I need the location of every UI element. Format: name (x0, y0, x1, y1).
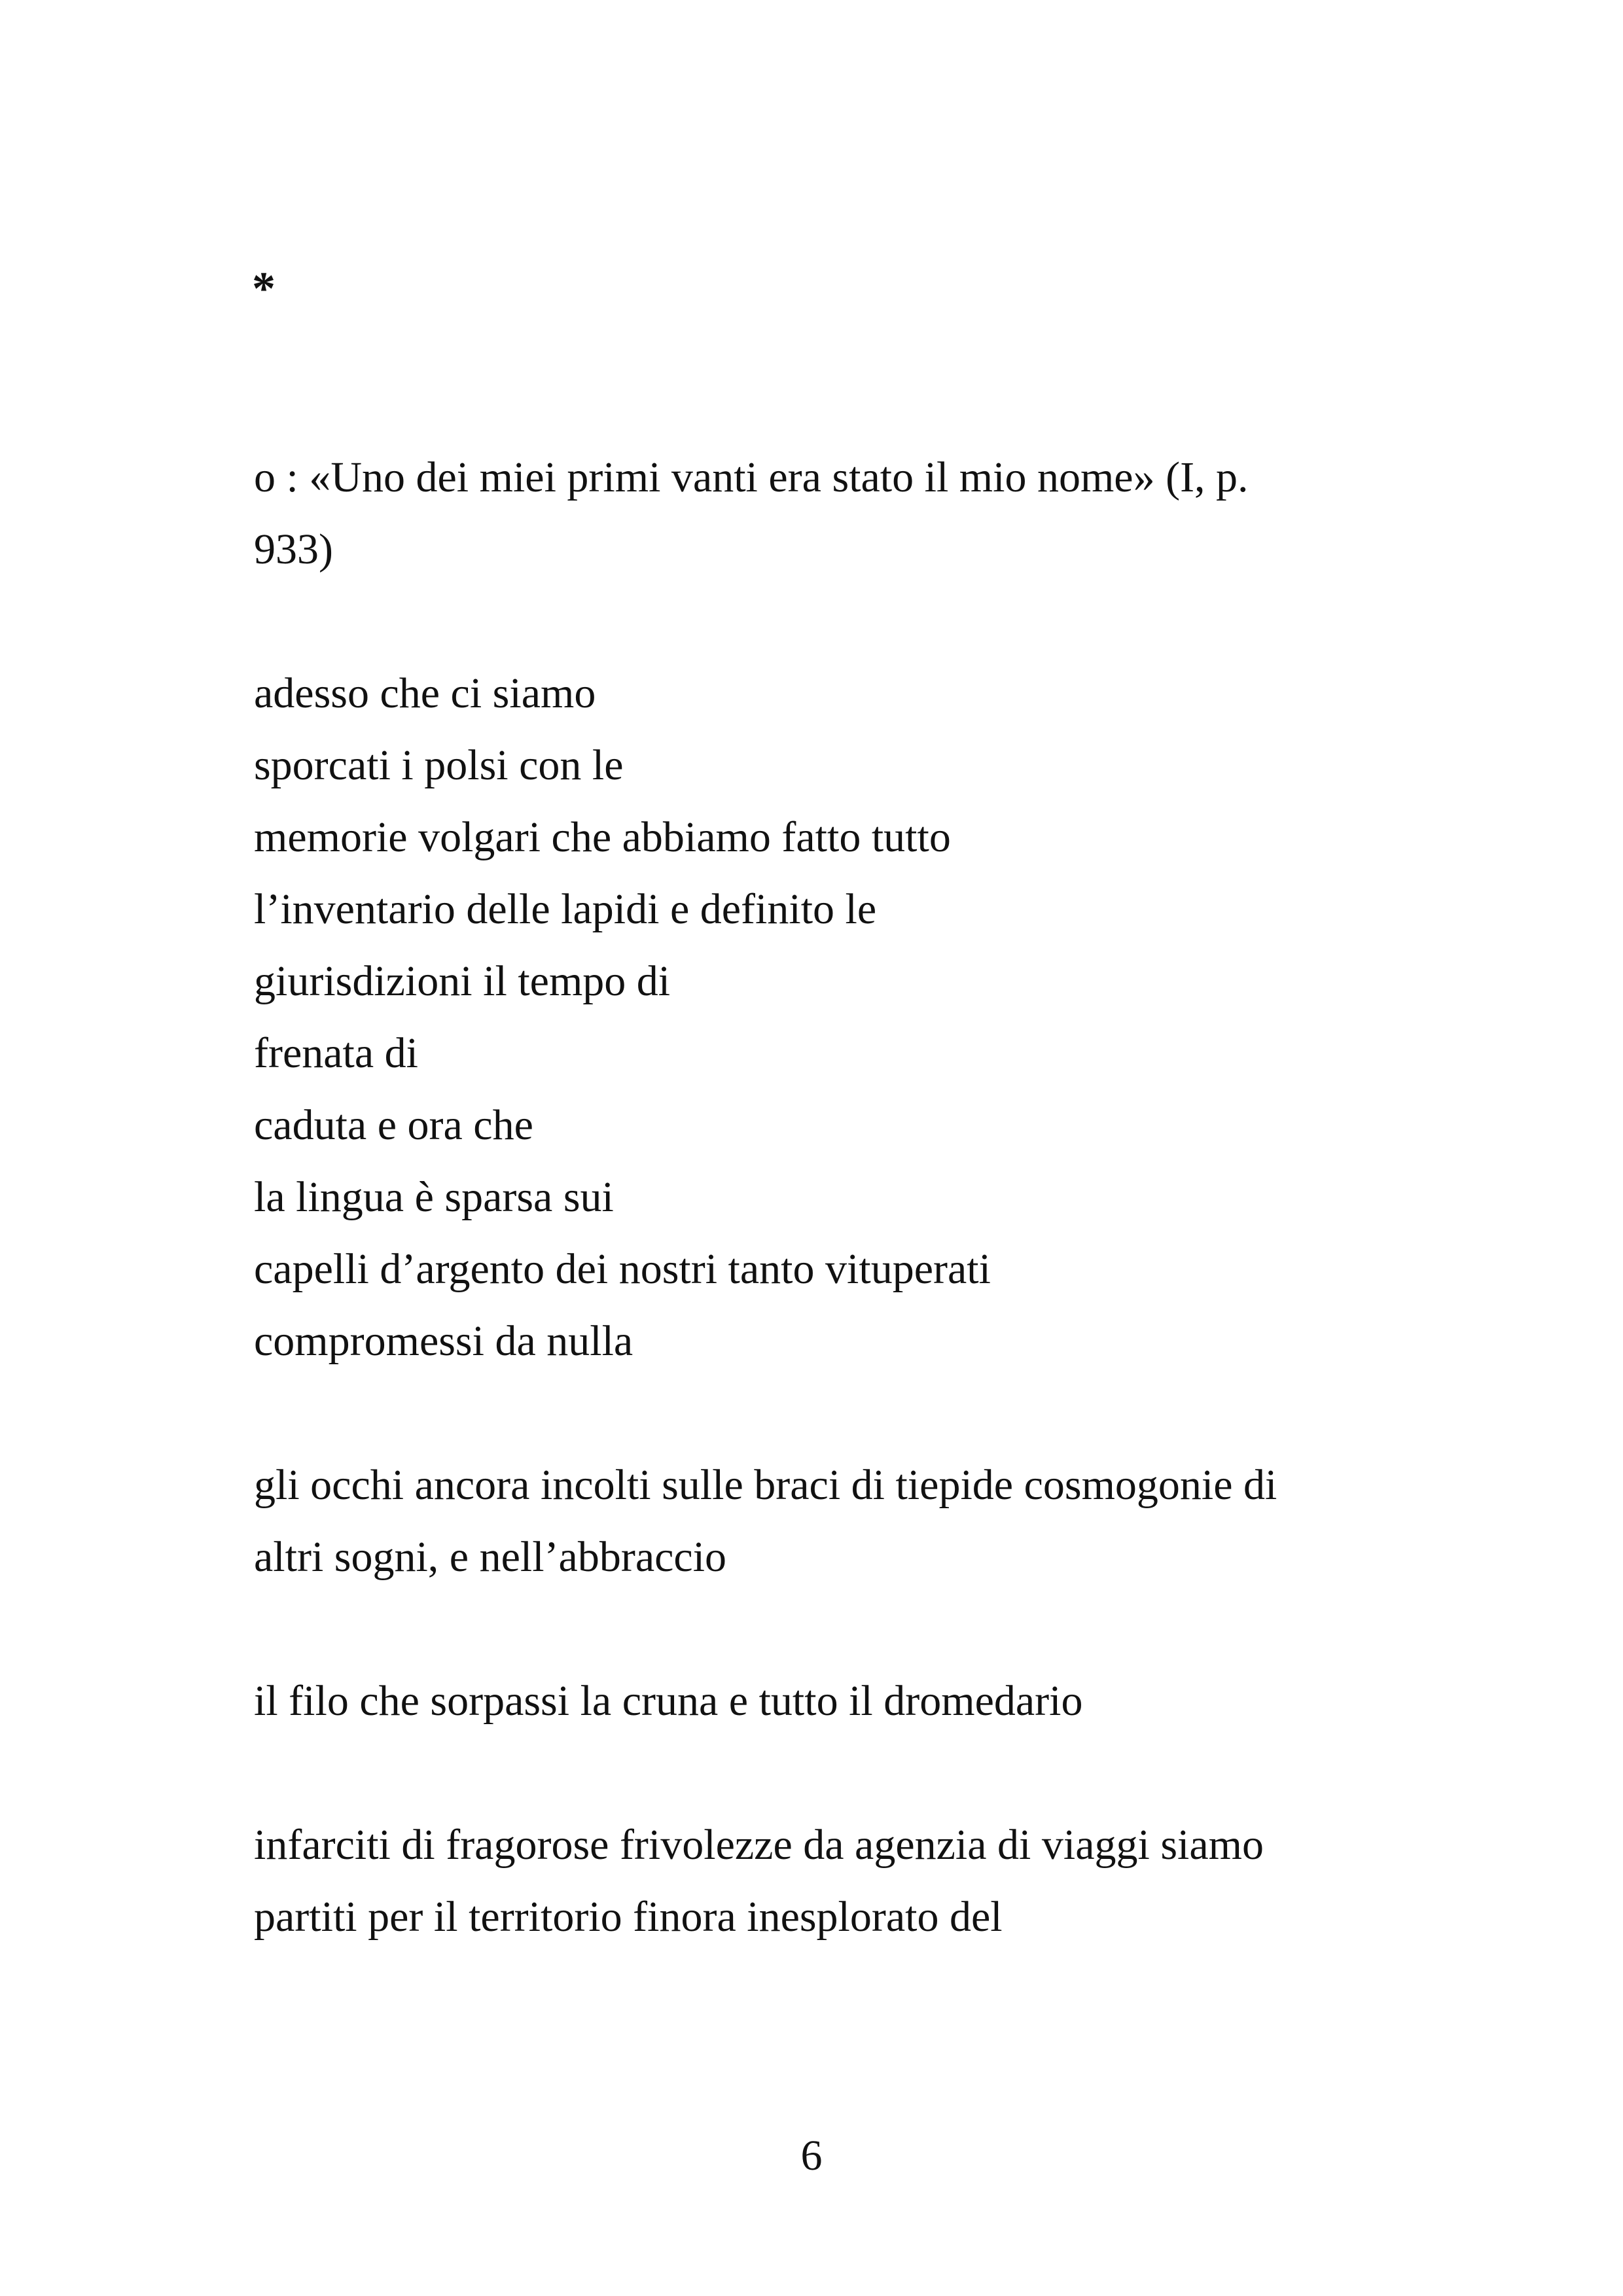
verse-line: il filo che sorpassi la cruna e tutto il dromedario (254, 1677, 1083, 1725)
verse-line: caduta e ora che (254, 1101, 533, 1149)
verse-line: partiti per il territorio finora inesplorato del (254, 1893, 1003, 1941)
epigraph-line: 933) (254, 525, 333, 573)
verse-line: gli occhi ancora incolti sulle braci di tiepide cosmogonie di (254, 1461, 1277, 1509)
verse-line: compromessi da nulla (254, 1317, 633, 1365)
stanza-1 (254, 658, 1380, 1377)
stanza-3 (254, 1665, 1380, 1737)
verse-line: la lingua è sparsa sui (254, 1173, 614, 1221)
stanza-4 (254, 1809, 1380, 1953)
stanza-2 (254, 1449, 1380, 1593)
epigraph-line: o : «Uno dei miei primi vanti era stato il mio nome» (I, p. (254, 453, 1249, 501)
poem-text-block (254, 442, 1380, 2025)
verse-line: giurisdizioni il tempo di (254, 957, 671, 1005)
verse-line: memorie volgari che abbiamo fatto tutto (254, 813, 951, 861)
verse-line: sporcati i polsi con le (254, 741, 624, 789)
verse-line: l’inventario delle lapidi e definito le (254, 885, 877, 933)
verse-line: frenata di (254, 1029, 419, 1077)
verse-line: altri sogni, e nell’abbraccio (254, 1533, 727, 1581)
verse-line: infarciti di fragorose frivolezze da agenzia di viaggi siamo (254, 1821, 1264, 1869)
page-number: 6 (800, 2132, 823, 2180)
verse-line: adesso che ci siamo (254, 669, 596, 717)
epigraph (254, 442, 1380, 586)
verse-line: capelli d’argento dei nostri tanto vituperati (254, 1245, 991, 1293)
section-separator-asterisk: * (252, 262, 276, 315)
